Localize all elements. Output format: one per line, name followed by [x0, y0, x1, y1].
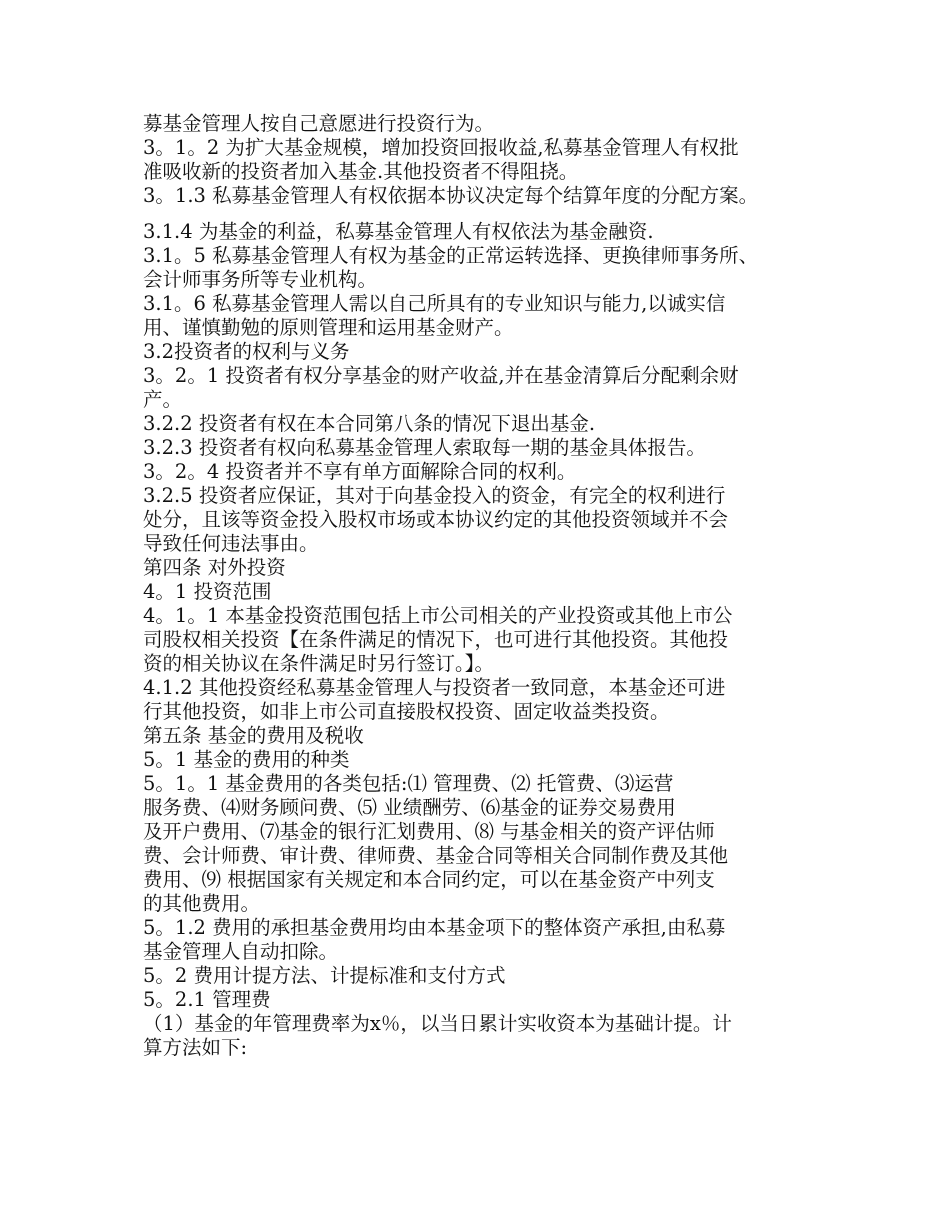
- text-line: 行其他投资，如非上市公司直接股权投资、固定收益类投资。: [143, 700, 670, 723]
- text-line: 处分，且该等资金投入股权市场或本协议约定的其他投资领域并不会: [143, 508, 729, 531]
- text-line: 产。: [143, 388, 183, 411]
- paragraph-gap: [143, 208, 823, 220]
- document-body: [143, 112, 823, 1060]
- text-line: 3.2.5 投资者应保证，其对于向基金投入的资金，有完全的权利进行: [143, 484, 726, 507]
- text-line: 5。1。1 基金费用的各类包括:⑴ 管理费、⑵ 托管费、⑶运营: [143, 772, 674, 795]
- text-line: 司股权相关投资【在条件满足的情况下，也可进行其他投资。其他投: [143, 628, 729, 651]
- text-line: 3。2。4 投资者并不享有单方面解除合同的权利。: [143, 460, 577, 483]
- article-heading: 第四条 对外投资: [143, 556, 286, 579]
- text-line: 3.2.2 投资者有权在本合同第八条的情况下退出基金.: [143, 412, 596, 435]
- text-line: 3。2。1 投资者有权分享基金的财产收益,并在基金清算后分配剩余财: [143, 364, 739, 387]
- section-heading: 4。1 投资范围: [143, 580, 272, 603]
- section-heading: 5。2.1 管理费: [143, 988, 271, 1011]
- section-heading: 5。2 费用计提方法、计提标准和支付方式: [143, 964, 506, 987]
- text-line: 3.2.3 投资者有权向私募基金管理人索取每一期的基金具体报告。: [143, 436, 706, 459]
- text-line: 基金管理人自动扣除。: [143, 940, 339, 963]
- text-line: 3。1。2 为扩大基金规模，增加投资回报收益,私募基金管理人有权批: [143, 136, 739, 159]
- text-line: 及开户费用、⑺基金的银行汇划费用、⑻ 与基金相关的资产评估师: [143, 820, 715, 843]
- text-line: 准吸收新的投资者加入基金.其他投资者不得阻挠。: [143, 160, 579, 183]
- text-line: 费用、⑼ 根据国家有关规定和本合同约定，可以在基金资产中列支: [143, 868, 715, 891]
- text-line: 3.1。6 私募基金管理人需以自己所具有的专业知识与能力,以诚实信: [143, 292, 726, 315]
- text-line: 算方法如下:: [143, 1036, 248, 1059]
- text-line: 募基金管理人按自己意愿进行投资行为。: [143, 112, 495, 135]
- text-line: （1）基金的年管理费率为x％，以当日累计实收资本为基础计提。计: [143, 1012, 732, 1035]
- text-line: 5。1.2 费用的承担基金费用均由本基金项下的整体资产承担,由私募: [143, 916, 726, 939]
- article-heading: 第五条 基金的费用及税收: [143, 724, 364, 747]
- text-line: 3。1.3 私募基金管理人有权依据本协议决定每个结算年度的分配方案。: [143, 184, 759, 207]
- section-heading: 5。1 基金的费用的种类: [143, 748, 350, 771]
- text-line: 4。1。1 本基金投资范围包括上市公司相关的产业投资或其他上市公: [143, 604, 733, 627]
- text-line: 导致任何违法事由。: [143, 532, 319, 555]
- text-line: 3.1。5 私募基金管理人有权为基金的正常运转选择、更换律师事务所、: [143, 244, 759, 267]
- text-line: 的其他费用。: [143, 892, 261, 915]
- text-line: 3.1.4 为基金的利益，私募基金管理人有权依法为基金融资.: [143, 220, 654, 243]
- section-heading: 3.2投资者的权利与义务: [143, 340, 350, 363]
- text-line: 费、会计师费、审计费、律师费、基金合同等相关合同制作费及其他: [143, 844, 729, 867]
- text-line: 资的相关协议在条件满足时另行签订。】。: [143, 652, 495, 675]
- text-line: 用、谨慎勤勉的原则管理和运用基金财产。: [143, 316, 514, 339]
- text-line: 4.1.2 其他投资经私募基金管理人与投资者一致同意，本基金还可进: [143, 676, 726, 699]
- text-line: 会计师事务所等专业机构。: [143, 268, 378, 291]
- text-line: 服务费、⑷财务顾问费、⑸ 业绩酬劳、⑹基金的证券交易费用: [143, 796, 676, 819]
